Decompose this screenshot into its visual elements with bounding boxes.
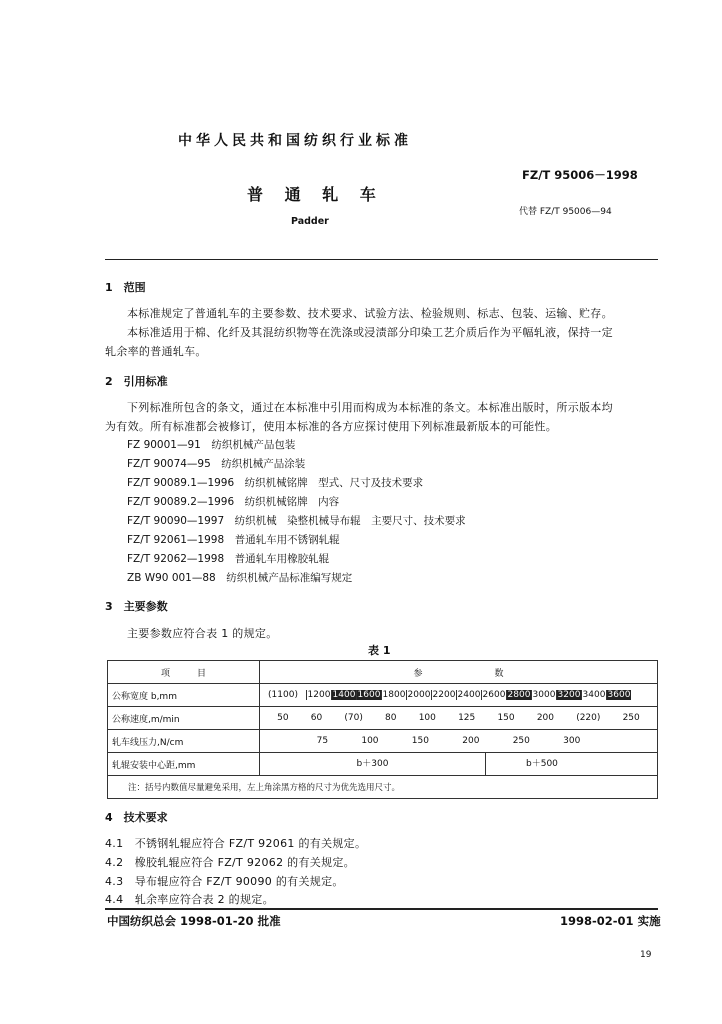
section-2-paragraph-1-cont: 为有效。所有标准都会被修订，使用本标准的各方应探讨使用下列标准最新版本的可能性。 bbox=[105, 420, 557, 433]
table-note-row bbox=[108, 776, 658, 799]
reference-item: FZ/T 92061—1998 普通轧车用不锈钢轧辊 bbox=[127, 534, 340, 546]
center-distance-b: b＋500 bbox=[526, 759, 558, 769]
pressure-value: 300 bbox=[563, 736, 581, 746]
requirement-item: 4.4 轧余率应符合表 2 的规定。 bbox=[105, 893, 274, 906]
header-params: 参 数 bbox=[260, 661, 658, 684]
table-row-width bbox=[108, 684, 658, 707]
speed-value: (220) bbox=[576, 713, 601, 723]
reference-item: FZ/T 90089.1—1996 纺织机械铭牌 型式、尺寸及技术要求 bbox=[127, 477, 424, 489]
reference-item: ZB W90 001—88 纺织机械产品标准编写规定 bbox=[127, 572, 353, 584]
speed-value: 50 bbox=[277, 713, 289, 723]
section-3-heading: 3 主要参数 bbox=[105, 600, 168, 613]
parameters-table bbox=[107, 660, 658, 799]
pressure-value: 200 bbox=[462, 736, 480, 746]
width-values bbox=[260, 684, 658, 707]
standard-number: FZ/T 95006－1998 bbox=[522, 168, 638, 182]
section-2-paragraph-1: 下列标准所包含的条文，通过在本标准中引用而构成为本标准的条文。本标准出版时，所示版本均 bbox=[127, 401, 613, 414]
pressure-value: 150 bbox=[411, 736, 429, 746]
width-value: (1100) bbox=[268, 690, 298, 700]
width-value: 2000 bbox=[407, 690, 431, 700]
replaces-note: 代替 FZ/T 95006—94 bbox=[519, 207, 612, 217]
width-value: 2400 bbox=[457, 690, 481, 700]
table-1-caption: 表 1 bbox=[368, 644, 391, 657]
speed-value: 200 bbox=[536, 713, 554, 723]
table-note: 注：括号内数值尽量避免采用，左上角涂黑方格的尺寸为优先选用尺寸。 bbox=[108, 776, 658, 799]
speed-values bbox=[260, 713, 657, 723]
page-number: 19 bbox=[640, 950, 652, 960]
requirement-item: 4.2 橡胶轧辊应符合 FZ/T 92062 的有关规定。 bbox=[105, 856, 355, 869]
width-value: 1200 bbox=[307, 690, 331, 700]
table-row-speed bbox=[108, 707, 658, 730]
width-label: 公称宽度 b,mm bbox=[108, 684, 260, 707]
width-value: 2600 bbox=[482, 690, 506, 700]
speed-value: 60 bbox=[310, 713, 323, 723]
requirement-item: 4.3 导布辊应符合 FZ/T 90090 的有关规定。 bbox=[105, 875, 344, 888]
width-value: 2800 bbox=[507, 690, 531, 700]
section-1-paragraph-2: 本标准适用于棉、化纤及其混纺织物等在洗涤或浸渍部分印染工艺介质后作为平幅轧液，保持一定 bbox=[127, 326, 613, 339]
requirement-item: 4.1 不锈钢轧辊应符合 FZ/T 92061 的有关规定。 bbox=[105, 837, 367, 850]
document-title-english: Padder bbox=[291, 216, 329, 227]
center-distance-a: b＋300 bbox=[260, 753, 486, 775]
industry-standard-title: 中华人民共和国纺织行业标准 bbox=[178, 133, 412, 149]
width-value: 1800 bbox=[382, 690, 406, 700]
section-1-paragraph-1: 本标准规定了普通轧车的主要参数、技术要求、试验方法、检验规则、标志、包装、运输、贮存。 bbox=[127, 307, 613, 320]
pressure-value: 100 bbox=[361, 736, 379, 746]
section-4-heading: 4 技术要求 bbox=[105, 811, 168, 824]
width-value: 1600 bbox=[357, 690, 381, 700]
pressure-value: 250 bbox=[512, 736, 530, 746]
width-value: 3400 bbox=[582, 690, 606, 700]
pressure-value: 75 bbox=[316, 736, 329, 746]
speed-value: 125 bbox=[458, 713, 476, 723]
speed-value: (70) bbox=[344, 713, 363, 723]
header-item: 项 目 bbox=[108, 661, 260, 684]
header-rule bbox=[105, 259, 658, 260]
reference-item: FZ/T 90090—1997 纺织机械 染整机械导布辊 主要尺寸、技术要求 bbox=[127, 515, 466, 527]
effective-date: 1998-02-01 实施 bbox=[560, 914, 661, 928]
section-3-paragraph: 主要参数应符合表 1 的规定。 bbox=[127, 627, 278, 640]
section-2-heading: 2 引用标准 bbox=[105, 375, 168, 388]
document-title: 普 通 轧 车 bbox=[247, 185, 384, 204]
speed-value: 80 bbox=[385, 713, 397, 723]
table-row-pressure bbox=[108, 730, 658, 753]
width-value: 2200 bbox=[432, 690, 456, 700]
table-header-row bbox=[108, 661, 658, 684]
section-1-paragraph-2-cont: 轧余率的普通轧车。 bbox=[105, 345, 207, 358]
approval-date: 中国纺织总会 1998-01-20 批准 bbox=[107, 914, 281, 928]
width-value: 3000 bbox=[532, 690, 556, 700]
footer-rule bbox=[105, 908, 658, 910]
width-value: 3200 bbox=[557, 690, 581, 700]
table-row-center bbox=[108, 753, 658, 776]
reference-item: FZ 90001—91 纺织机械产品包装 bbox=[127, 439, 296, 451]
speed-label: 公称速度,m/min bbox=[108, 707, 260, 730]
reference-item: FZ/T 92062—1998 普通轧车用橡胶轧辊 bbox=[127, 553, 330, 565]
width-value: 1400 bbox=[332, 690, 356, 700]
speed-value: 100 bbox=[418, 713, 436, 723]
width-value: 3600 bbox=[607, 690, 631, 700]
reference-item: FZ/T 90089.2—1996 纺织机械铭牌 内容 bbox=[127, 496, 340, 508]
pressure-values bbox=[260, 736, 657, 746]
speed-value: 150 bbox=[497, 713, 515, 723]
reference-item: FZ/T 90074—95 纺织机械产品涂装 bbox=[127, 458, 306, 470]
speed-value: 250 bbox=[622, 713, 640, 723]
section-1-heading: 1 范围 bbox=[105, 281, 146, 294]
pressure-label: 轧车线压力,N/cm bbox=[108, 730, 260, 753]
center-distance-label: 轧辊安装中心距,mm bbox=[108, 753, 260, 776]
